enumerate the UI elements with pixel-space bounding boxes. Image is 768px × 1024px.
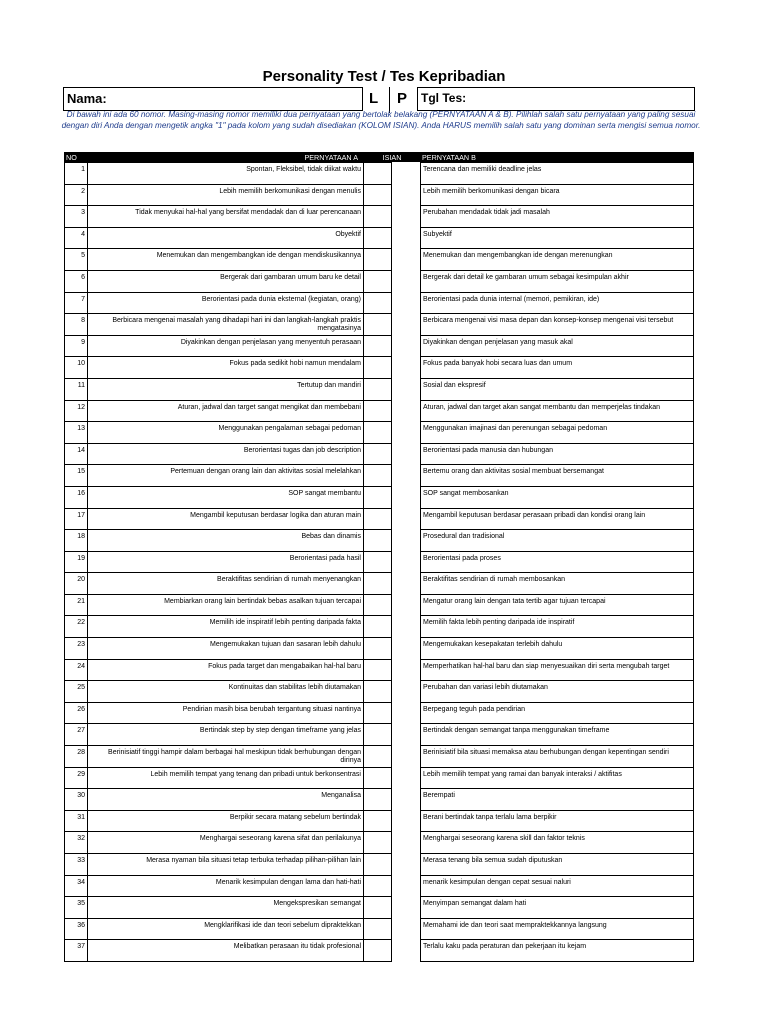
- statement-b: Berpegang teguh pada pendirian: [420, 703, 694, 725]
- row-number: 24: [64, 660, 88, 682]
- statement-b: Terlalu kaku pada peraturan dan pekerjaan itu kejam: [420, 940, 694, 962]
- statement-a: Melibatkan perasaan itu tidak profesional: [88, 940, 364, 962]
- isian-a-cell[interactable]: [364, 465, 392, 487]
- isian-b-cell[interactable]: [392, 379, 420, 401]
- questions-table: [64, 152, 694, 962]
- statement-a: Bergerak dari gambaran umum baru ke detail: [88, 271, 364, 293]
- isian-b-cell[interactable]: [392, 681, 420, 703]
- table-header-row: [64, 152, 694, 162]
- isian-b-cell[interactable]: [392, 660, 420, 682]
- row-number: 29: [64, 768, 88, 790]
- statement-b: Mengatur orang lain dengan tata tertib agar tujuan tercapai: [420, 595, 694, 617]
- isian-b-cell[interactable]: [392, 336, 420, 358]
- statement-b: Menyimpan semangat dalam hati: [420, 897, 694, 919]
- statement-a: Menggunakan pengalaman sebagai pedoman: [88, 422, 364, 444]
- table-row: [64, 703, 694, 725]
- table-row: [64, 595, 694, 617]
- row-number: 12: [64, 401, 88, 423]
- isian-b-cell[interactable]: [392, 185, 420, 207]
- statement-a: Bebas dan dinamis: [88, 530, 364, 552]
- statement-b: Diyakinkan dengan penjelasan yang masuk akal: [420, 336, 694, 358]
- statement-a: Bertindak step by step dengan timeframe yang jelas: [88, 724, 364, 746]
- row-number: 4: [64, 228, 88, 250]
- row-number: 18: [64, 530, 88, 552]
- tgl-tes-field[interactable]: [417, 87, 695, 111]
- table-row: [64, 293, 694, 315]
- table-row: [64, 314, 694, 336]
- isian-a-cell[interactable]: [364, 444, 392, 466]
- row-number: 31: [64, 811, 88, 833]
- row-number: 30: [64, 789, 88, 811]
- isian-a-cell[interactable]: [364, 552, 392, 574]
- row-number: 27: [64, 724, 88, 746]
- statement-a: Berbicara mengenai masalah yang dihadapi hari ini dan langkah-langkah praktis mengatasinya: [88, 314, 364, 336]
- isian-a-cell[interactable]: [364, 876, 392, 898]
- statement-a: Tertutup dan mandiri: [88, 379, 364, 401]
- statement-b: Berorientasi pada proses: [420, 552, 694, 574]
- table-row: [64, 444, 694, 466]
- row-number: 15: [64, 465, 88, 487]
- isian-a-cell[interactable]: [364, 336, 392, 358]
- isian-b-cell[interactable]: [392, 444, 420, 466]
- statement-a: Mengemukakan tujuan dan sasaran lebih dahulu: [88, 638, 364, 660]
- statement-a: Fokus pada target dan mengabaikan hal-hal baru: [88, 660, 364, 682]
- page-title: Personality Test / Tes Kepribadian: [262, 68, 506, 85]
- statement-b: Mengambil keputusan berdasar perasaan pribadi dan kondisi orang lain: [420, 509, 694, 531]
- statement-a: Beraktifitas sendirian di rumah menyenangkan: [88, 573, 364, 595]
- statement-a: Lebih memilih berkomunikasi dengan menulis: [88, 185, 364, 207]
- isian-b-cell[interactable]: [392, 724, 420, 746]
- table-row: [64, 573, 694, 595]
- isian-b-cell[interactable]: [392, 573, 420, 595]
- table-row: [64, 789, 694, 811]
- statement-b: Prosedural dan tradisional: [420, 530, 694, 552]
- statement-b: Berbicara mengenai visi masa depan dan konsep-konsep mengenai visi tersebut: [420, 314, 694, 336]
- isian-b-cell[interactable]: [392, 638, 420, 660]
- row-number: 6: [64, 271, 88, 293]
- row-number: 37: [64, 940, 88, 962]
- isian-a-cell[interactable]: [364, 573, 392, 595]
- isian-a-cell[interactable]: [364, 271, 392, 293]
- statement-b: Merasa tenang bila semua sudah diputuskan: [420, 854, 694, 876]
- statement-a: Aturan, jadwal dan target sangat mengikat dan membebani: [88, 401, 364, 423]
- row-number: 16: [64, 487, 88, 509]
- table-row: [64, 422, 694, 444]
- row-number: 3: [64, 206, 88, 228]
- table-row: [64, 940, 694, 962]
- row-number: 1: [64, 162, 88, 185]
- row-number: 8: [64, 314, 88, 336]
- table-row: [64, 660, 694, 682]
- statement-a: Kontinuitas dan stabilitas lebih diutamakan: [88, 681, 364, 703]
- statement-a: Berpikir secara matang sebelum bertindak: [88, 811, 364, 833]
- isian-b-cell[interactable]: [392, 919, 420, 941]
- isian-a-cell[interactable]: [364, 314, 392, 336]
- table-row: [64, 185, 694, 207]
- statement-b: Memperhatikan hal-hal baru dan siap menyesuaikan diri serta mengubah target: [420, 660, 694, 682]
- row-number: 19: [64, 552, 88, 574]
- isian-a-cell[interactable]: [364, 487, 392, 509]
- statement-b: menarik kesimpulan dengan cepat sesuai naluri: [420, 876, 694, 898]
- isian-b-cell[interactable]: [392, 465, 420, 487]
- isian-b-cell[interactable]: [392, 487, 420, 509]
- statement-b: Subyektif: [420, 228, 694, 250]
- isian-b-cell[interactable]: [392, 249, 420, 271]
- row-number: 32: [64, 832, 88, 854]
- statement-b: Lebih memilih tempat yang ramai dan banyak interaksi / aktifitas: [420, 768, 694, 790]
- row-number: 28: [64, 746, 88, 768]
- isian-a-cell[interactable]: [364, 703, 392, 725]
- isian-b-cell[interactable]: [392, 293, 420, 315]
- table-row: [64, 616, 694, 638]
- statement-a: Berorientasi tugas dan job description: [88, 444, 364, 466]
- isian-a-cell[interactable]: [364, 357, 392, 379]
- row-number: 25: [64, 681, 88, 703]
- statement-a: SOP sangat membantu: [88, 487, 364, 509]
- statement-b: Bertemu orang dan aktivitas sosial membuat bersemangat: [420, 465, 694, 487]
- header-isian: ISIAN: [364, 152, 420, 162]
- isian-a-cell[interactable]: [364, 379, 392, 401]
- table-row: [64, 228, 694, 250]
- row-number: 33: [64, 854, 88, 876]
- table-row: [64, 746, 694, 768]
- statement-b: Memilih fakta lebih penting daripada ide inspiratif: [420, 616, 694, 638]
- isian-b-cell[interactable]: [392, 854, 420, 876]
- instructions: Di bawah ini ada 60 nomor. Masing-masing nomor memiliki dua pernyataan yang bertolak belakang (PERNYATAAN A & B). Pilihlah salah satu pernyataan yang paling sesuai dengan diri Anda dengan mengetik angka "1" pada kolom yang sudah disediakan (KOLOM ISIAN). Anda HARUS memilih salah satu yang dominan serta mengisi semua nomor.: [61, 110, 701, 130]
- statement-a: Memilih ide inspiratif lebih penting daripada fakta: [88, 616, 364, 638]
- statement-b: Fokus pada banyak hobi secara luas dan umum: [420, 357, 694, 379]
- row-number: 23: [64, 638, 88, 660]
- row-number: 35: [64, 897, 88, 919]
- isian-b-cell[interactable]: [392, 314, 420, 336]
- isian-a-cell[interactable]: [364, 401, 392, 423]
- statement-a: Berorientasi pada dunia eksternal (kegiatan, orang): [88, 293, 364, 315]
- isian-a-cell[interactable]: [364, 162, 392, 185]
- header-pernyataan-a: PERNYATAAN A: [88, 152, 364, 162]
- table-row: [64, 206, 694, 228]
- table-row: [64, 530, 694, 552]
- table-row: [64, 811, 694, 833]
- statement-b: Menggunakan imajinasi dan perenungan sebagai pedoman: [420, 422, 694, 444]
- isian-a-cell[interactable]: [364, 422, 392, 444]
- isian-b-cell[interactable]: [392, 746, 420, 768]
- statement-b: Lebih memilih berkomunikasi dengan bicara: [420, 185, 694, 207]
- statement-b: Berempati: [420, 789, 694, 811]
- isian-a-cell[interactable]: [364, 897, 392, 919]
- statement-b: Menghargai seseorang karena skill dan faktor teknis: [420, 832, 694, 854]
- header-fields: [63, 87, 695, 111]
- row-number: 34: [64, 876, 88, 898]
- isian-a-cell[interactable]: [364, 940, 392, 962]
- isian-a-cell[interactable]: [364, 509, 392, 531]
- statement-a: Mengklarifikasi ide dan teori sebelum dipraktekkan: [88, 919, 364, 941]
- statement-b: Berinisiatif bila situasi memaksa atau berhubungan dengan kepentingan sendiri: [420, 746, 694, 768]
- isian-b-cell[interactable]: [392, 530, 420, 552]
- isian-a-cell[interactable]: [364, 616, 392, 638]
- statement-a: Tidak menyukai hal-hal yang bersifat mendadak dan di luar perencanaan: [88, 206, 364, 228]
- isian-a-cell[interactable]: [364, 530, 392, 552]
- isian-b-cell[interactable]: [392, 703, 420, 725]
- row-number: 13: [64, 422, 88, 444]
- isian-a-cell[interactable]: [364, 293, 392, 315]
- isian-a-cell[interactable]: [364, 638, 392, 660]
- isian-a-cell[interactable]: [364, 919, 392, 941]
- statement-a: Pertemuan dengan orang lain dan aktivitas sosial melelahkan: [88, 465, 364, 487]
- isian-a-cell[interactable]: [364, 854, 392, 876]
- row-number: 14: [64, 444, 88, 466]
- table-row: [64, 271, 694, 293]
- table-row: [64, 724, 694, 746]
- table-row: [64, 401, 694, 423]
- isian-b-cell[interactable]: [392, 422, 420, 444]
- statement-a: Mengambil keputusan berdasar logika dan aturan main: [88, 509, 364, 531]
- table-row: [64, 465, 694, 487]
- isian-a-cell[interactable]: [364, 811, 392, 833]
- statement-a: Menghargai seseorang karena sifat dan perilakunya: [88, 832, 364, 854]
- statement-b: Berorientasi pada dunia internal (memori, pemikiran, ide): [420, 293, 694, 315]
- nama-label: Nama:: [67, 91, 107, 106]
- isian-a-cell[interactable]: [364, 185, 392, 207]
- statement-a: Berinisiatif tinggi hampir dalam berbagai hal meskipun tidak berhubungan dengan dirinya: [88, 746, 364, 768]
- statement-a: Membiarkan orang lain bertindak bebas asalkan tujuan tercapai: [88, 595, 364, 617]
- row-number: 20: [64, 573, 88, 595]
- isian-b-cell[interactable]: [392, 768, 420, 790]
- isian-a-cell[interactable]: [364, 724, 392, 746]
- isian-a-cell[interactable]: [364, 746, 392, 768]
- isian-a-cell[interactable]: [364, 789, 392, 811]
- isian-b-cell[interactable]: [392, 357, 420, 379]
- isian-b-cell[interactable]: [392, 228, 420, 250]
- header-pernyataan-b: PERNYATAAN B: [420, 152, 694, 162]
- statement-b: Memahami ide dan teori saat mempraktekkannya langsung: [420, 919, 694, 941]
- isian-a-cell[interactable]: [364, 832, 392, 854]
- table-row: [64, 162, 694, 185]
- statement-a: Menganalisa: [88, 789, 364, 811]
- statement-a: Lebih memilih tempat yang tenang dan pribadi untuk berkonsentrasi: [88, 768, 364, 790]
- statement-a: Berorientasi pada hasil: [88, 552, 364, 574]
- row-number: 22: [64, 616, 88, 638]
- row-number: 21: [64, 595, 88, 617]
- isian-b-cell[interactable]: [392, 811, 420, 833]
- isian-b-cell[interactable]: [392, 206, 420, 228]
- statement-a: Merasa nyaman bila situasi tetap terbuka terhadap pilihan-pilihan lain: [88, 854, 364, 876]
- tgl-tes-label: Tgl Tes:: [421, 91, 467, 105]
- statement-b: Bergerak dari detail ke gambaran umum sebagai kesimpulan akhir: [420, 271, 694, 293]
- isian-a-cell[interactable]: [364, 681, 392, 703]
- isian-a-cell[interactable]: [364, 768, 392, 790]
- table-row: [64, 552, 694, 574]
- isian-a-cell[interactable]: [364, 660, 392, 682]
- statement-b: Menemukan dan mengembangkan ide dengan merenungkan: [420, 249, 694, 271]
- statement-a: Fokus pada sedikit hobi namun mendalam: [88, 357, 364, 379]
- row-number: 11: [64, 379, 88, 401]
- table-row: [64, 768, 694, 790]
- statement-b: Beraktifitas sendirian di rumah membosankan: [420, 573, 694, 595]
- statement-b: Mengemukakan kesepakatan terlebih dahulu: [420, 638, 694, 660]
- header-no: NO: [64, 152, 88, 162]
- statement-b: Sosial dan ekspresif: [420, 379, 694, 401]
- row-number: 26: [64, 703, 88, 725]
- statement-a: Menarik kesimpulan dengan lama dan hati-hati: [88, 876, 364, 898]
- table-row: [64, 249, 694, 271]
- row-number: 17: [64, 509, 88, 531]
- statement-b: Perubahan dan variasi lebih diutamakan: [420, 681, 694, 703]
- statement-b: Berani bertindak tanpa terlalu lama berpikir: [420, 811, 694, 833]
- isian-b-cell[interactable]: [392, 897, 420, 919]
- table-row: [64, 681, 694, 703]
- row-number: 7: [64, 293, 88, 315]
- table-row: [64, 379, 694, 401]
- statement-a: Pendirian masih bisa berubah tergantung situasi nantinya: [88, 703, 364, 725]
- isian-b-cell[interactable]: [392, 552, 420, 574]
- isian-b-cell[interactable]: [392, 940, 420, 962]
- table-row: [64, 854, 694, 876]
- gender-p-option[interactable]: P: [397, 90, 408, 107]
- isian-b-cell[interactable]: [392, 616, 420, 638]
- statement-a: Menemukan dan mengembangkan ide dengan mendiskusikannya: [88, 249, 364, 271]
- isian-a-cell[interactable]: [364, 595, 392, 617]
- nama-field[interactable]: [63, 87, 363, 111]
- table-row: [64, 336, 694, 358]
- statement-b: SOP sangat membosankan: [420, 487, 694, 509]
- statement-a: Diyakinkan dengan penjelasan yang menyentuh perasaan: [88, 336, 364, 358]
- table-row: [64, 357, 694, 379]
- table-row: [64, 897, 694, 919]
- isian-b-cell[interactable]: [392, 595, 420, 617]
- isian-b-cell[interactable]: [392, 789, 420, 811]
- row-number: 5: [64, 249, 88, 271]
- statement-a: Spontan, Fleksibel, tidak diikat waktu: [88, 162, 364, 185]
- isian-b-cell[interactable]: [392, 832, 420, 854]
- row-number: 9: [64, 336, 88, 358]
- statement-b: Bertindak dengan semangat tanpa menggunakan timeframe: [420, 724, 694, 746]
- table-row: [64, 509, 694, 531]
- isian-b-cell[interactable]: [392, 509, 420, 531]
- isian-b-cell[interactable]: [392, 271, 420, 293]
- statement-b: Perubahan mendadak tidak jadi masalah: [420, 206, 694, 228]
- table-row: [64, 919, 694, 941]
- table-row: [64, 876, 694, 898]
- row-number: 36: [64, 919, 88, 941]
- statement-b: Berorientasi pada manusia dan hubungan: [420, 444, 694, 466]
- isian-b-cell[interactable]: [392, 401, 420, 423]
- row-number: 10: [64, 357, 88, 379]
- statement-a: Mengekspresikan semangat: [88, 897, 364, 919]
- statement-b: Aturan, jadwal dan target akan sangat membantu dan memperjelas tindakan: [420, 401, 694, 423]
- isian-a-cell[interactable]: [364, 228, 392, 250]
- row-number: 2: [64, 185, 88, 207]
- table-row: [64, 638, 694, 660]
- statement-b: Terencana dan memiliki deadline jelas: [420, 162, 694, 185]
- isian-b-cell[interactable]: [392, 876, 420, 898]
- gender-l-option[interactable]: L: [369, 90, 379, 107]
- table-row: [64, 487, 694, 509]
- statement-a: Obyektif: [88, 228, 364, 250]
- isian-b-cell[interactable]: [392, 162, 420, 185]
- isian-a-cell[interactable]: [364, 206, 392, 228]
- isian-a-cell[interactable]: [364, 249, 392, 271]
- table-row: [64, 832, 694, 854]
